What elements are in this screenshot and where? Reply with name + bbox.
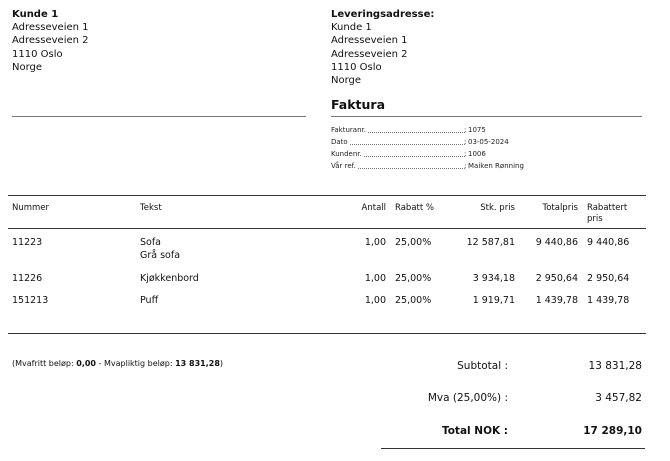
row-1-discounted: 9 440,86: [587, 237, 630, 248]
table-bottom-divider: [8, 333, 646, 334]
customer-number-label: Kundenr.: [331, 150, 362, 158]
row-3-qty: 1,00: [364, 295, 386, 306]
delivery-address-line1: Adresseveien 1: [331, 35, 408, 47]
customer-name: Kunde 1: [12, 9, 59, 20]
our-ref-label: Vår ref.: [331, 162, 356, 170]
delivery-postal-city: 1110 Oslo: [331, 61, 382, 73]
row-2-discount: 25,00%: [395, 273, 432, 284]
invoice-date-label: Dato: [331, 138, 348, 146]
customer-address: [12, 8, 89, 74]
total-value: 17 289,10: [583, 425, 642, 437]
row-2-qty: 1,00: [364, 273, 386, 284]
delivery-country: Norge: [331, 75, 362, 87]
table-top-divider: [8, 195, 646, 196]
customer-address-line2: Adresseveien 2: [12, 35, 89, 47]
row-3-discount: 25,00%: [395, 295, 432, 306]
row-1-unit-price: 12 587,81: [466, 237, 515, 248]
our-ref-row: Vår ref. : Maiken Rønning: [331, 162, 524, 170]
header-discounted-line1: Rabattert: [587, 203, 628, 213]
header-number: Nummer: [12, 203, 50, 213]
delivery-name: Kunde 1: [331, 22, 372, 34]
row-1-qty: 1,00: [364, 237, 386, 248]
vat-label: Mva (25,00%) :: [427, 392, 508, 404]
invoice-title: Faktura: [331, 97, 386, 112]
customer-country: Norge: [12, 61, 43, 73]
header-discount: Rabatt %: [395, 203, 434, 213]
leader-dots: [331, 144, 465, 145]
header-discounted-line2: pris: [587, 214, 603, 224]
delivery-address: [331, 8, 434, 87]
invoice-title-divider: [331, 116, 642, 117]
header-discounted-price: [587, 203, 627, 225]
customer-divider: [12, 116, 306, 117]
customer-number-row: Kundenr. : 1006: [331, 150, 486, 158]
total-label: Total NOK :: [441, 425, 508, 437]
vat-note-prefix: (Mvafritt beløp:: [12, 359, 77, 368]
delivery-heading: Leveringsadresse:: [331, 9, 435, 20]
customer-number-value: 1006: [468, 150, 486, 158]
row-3-unit-price: 1 919,71: [472, 295, 515, 306]
row-2-total: 2 950,64: [535, 273, 578, 284]
total-underline: [381, 448, 645, 449]
row-3-discounted: 1 439,78: [587, 295, 630, 306]
row-3-number: 151213: [12, 295, 49, 306]
header-unit-price: Stk. pris: [480, 203, 515, 213]
table-header-divider: [8, 228, 646, 229]
customer-address-line1: Adresseveien 1: [12, 22, 89, 34]
invoice-date-value: 03-05-2024: [468, 138, 509, 146]
vat-taxable-amount: 13 831,28: [175, 359, 220, 368]
our-ref-value: Maiken Rønning: [468, 162, 524, 170]
row-3-text: Puff: [140, 295, 159, 306]
header-total: Totalpris: [542, 203, 578, 213]
vat-value: 3 457,82: [595, 392, 642, 404]
customer-postal-city: 1110 Oslo: [12, 48, 63, 60]
vat-note-suffix: ): [219, 359, 224, 368]
subtotal-value: 13 831,28: [588, 360, 642, 372]
vat-note-middle: - Mvapliktig beløp:: [96, 359, 176, 368]
row-2-text: Kjøkkenbord: [140, 273, 199, 284]
row-2-unit-price: 3 934,18: [472, 273, 515, 284]
invoice-number-value: 1075: [468, 126, 486, 134]
invoice-date-row: Dato : 03-05-2024: [331, 138, 509, 146]
header-text: Tekst: [140, 203, 162, 213]
row-1-total: 9 440,86: [535, 237, 578, 248]
row-2-number: 11226: [12, 273, 43, 284]
subtotal-label: Subtotal :: [457, 360, 508, 372]
header-qty: Antall: [361, 203, 386, 213]
invoice-number-label: Fakturanr.: [331, 126, 366, 134]
row-1-text-detail: Grå sofa: [140, 250, 181, 261]
row-1-text: Sofa: [140, 237, 162, 248]
invoice-number-row: Fakturanr. : 1075: [331, 126, 486, 134]
row-1-number: 11223: [12, 237, 43, 248]
vat-exempt-amount: 0,00: [76, 359, 96, 368]
vat-note: [12, 359, 223, 368]
row-3-total: 1 439,78: [535, 295, 578, 306]
row-2-discounted: 2 950,64: [587, 273, 630, 284]
delivery-address-line2: Adresseveien 2: [331, 48, 408, 60]
row-1-discount: 25,00%: [395, 237, 432, 248]
invoice-meta: [331, 126, 631, 174]
